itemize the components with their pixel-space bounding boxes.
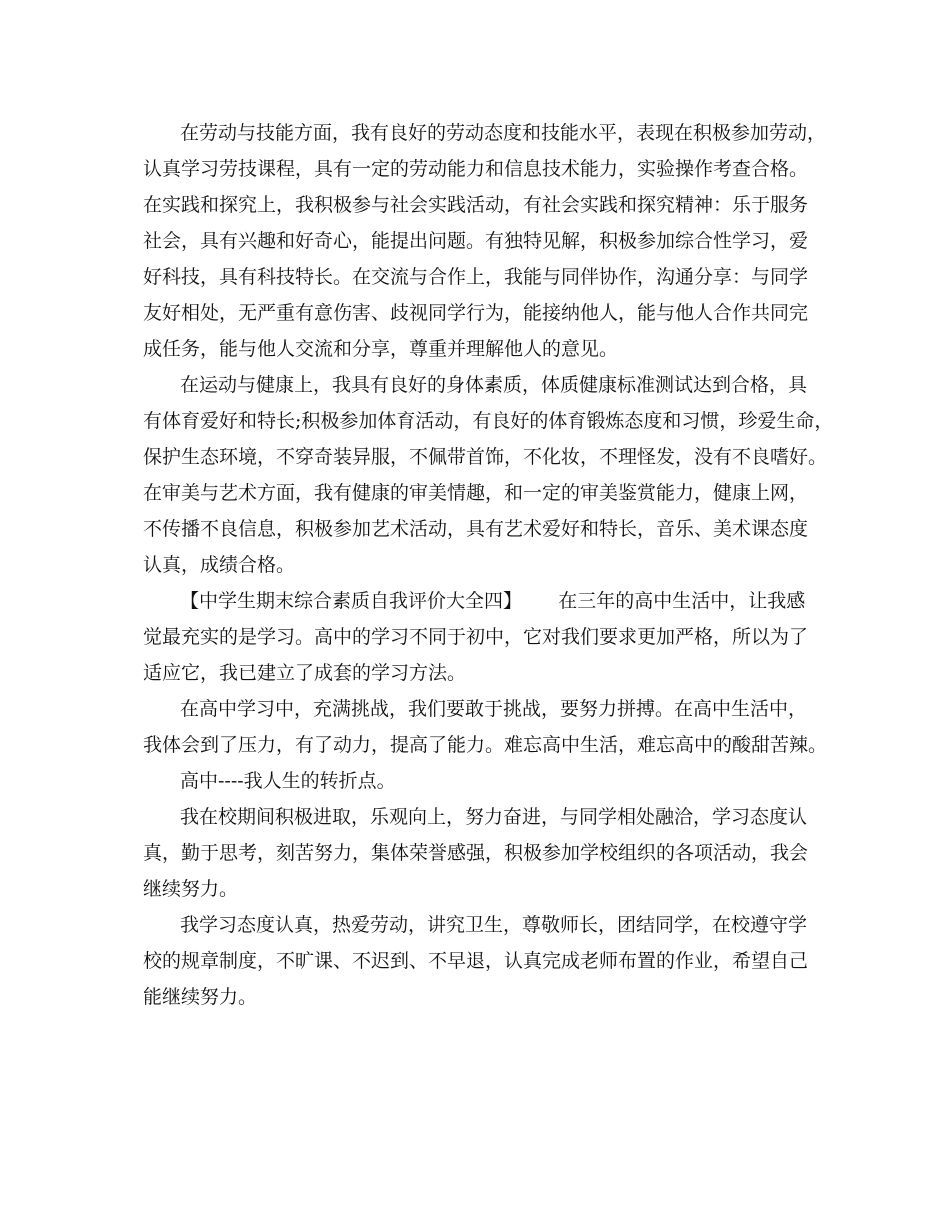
- text-line: 校的规章制度，不旷课、不迟到、不早退，认真完成老师布置的作业，希望自己: [143, 950, 809, 972]
- text-line: 不传播不良信息，积极参加艺术活动，具有艺术爱好和特长，音乐、美术课态度: [143, 518, 809, 540]
- text-line: 继续努力。: [143, 878, 239, 900]
- text-line: 在劳动与技能方面，我有良好的劳动态度和技能水平，表现在积极参加劳动，: [180, 122, 827, 144]
- text-line: 保护生态环境，不穿奇装异服，不佩带首饰，不化妆，不理怪发，没有不良嗜好。: [143, 446, 828, 468]
- text-line: 认真，成绩合格。: [143, 554, 296, 576]
- text-line: 认真学习劳技课程，具有一定的劳动能力和信息技术能力，实验操作考查合格。: [143, 158, 809, 180]
- text-line: 友好相处，无严重有意伤害、歧视同学行为，能接纳他人，能与他人合作共同完: [143, 302, 809, 324]
- text-line: 好科技，具有科技特长。在交流与合作上，我能与同伴协作，沟通分享：与同学: [143, 266, 809, 288]
- text-line: 在实践和探究上，我积极参与社会实践活动，有社会实践和探究精神：乐于服务: [143, 194, 809, 216]
- text-line: 我学习态度认真，热爱劳动，讲究卫生，尊敬师长，团结同学，在校遵守学: [180, 914, 808, 936]
- text-line: 成任务，能与他人交流和分享，尊重并理解他人的意见。: [143, 338, 619, 360]
- text-line: 社会，具有兴趣和好奇心，能提出问题。有独特见解，积极参加综合性学习，爱: [143, 230, 809, 252]
- text-line: 有体育爱好和特长;积极参加体育活动，有良好的体育锻炼态度和习惯，珍爱生命，: [143, 410, 834, 432]
- text-line: 在高中学习中，充满挑战，我们要敢于挑战，要努力拼搏。在高中生活中，: [180, 698, 808, 720]
- text-line: 高中----我人生的转折点。: [180, 770, 396, 792]
- text-line: 在审美与艺术方面，我有健康的审美情趣，和一定的审美鉴赏能力，健康上网，: [143, 482, 809, 504]
- text-line: 我在校期间积极进取，乐观向上，努力奋进，与同学相处融洽，学习态度认: [180, 806, 808, 828]
- text-line: 真，勤于思考，刻苦努力，集体荣誉感强，积极参加学校组织的各项活动，我会: [143, 842, 809, 864]
- section-heading-line: 【中学生期末综合素质自我评价大全四】 在三年的高中生活中，让我感: [180, 590, 806, 612]
- text-line: 觉最充实的是学习。高中的学习不同于初中，它对我们要求更加严格，所以为了: [143, 626, 809, 648]
- text-line: 适应它，我已建立了成套的学习方法。: [143, 662, 467, 684]
- text-line: 我体会到了压力，有了动力，提高了能力。难忘高中生活，难忘高中的酸甜苦辣。: [143, 734, 828, 756]
- text-line: 在运动与健康上，我具有良好的身体素质，体质健康标准测试达到合格，具: [180, 374, 808, 396]
- text-line: 能继续努力。: [143, 986, 258, 1008]
